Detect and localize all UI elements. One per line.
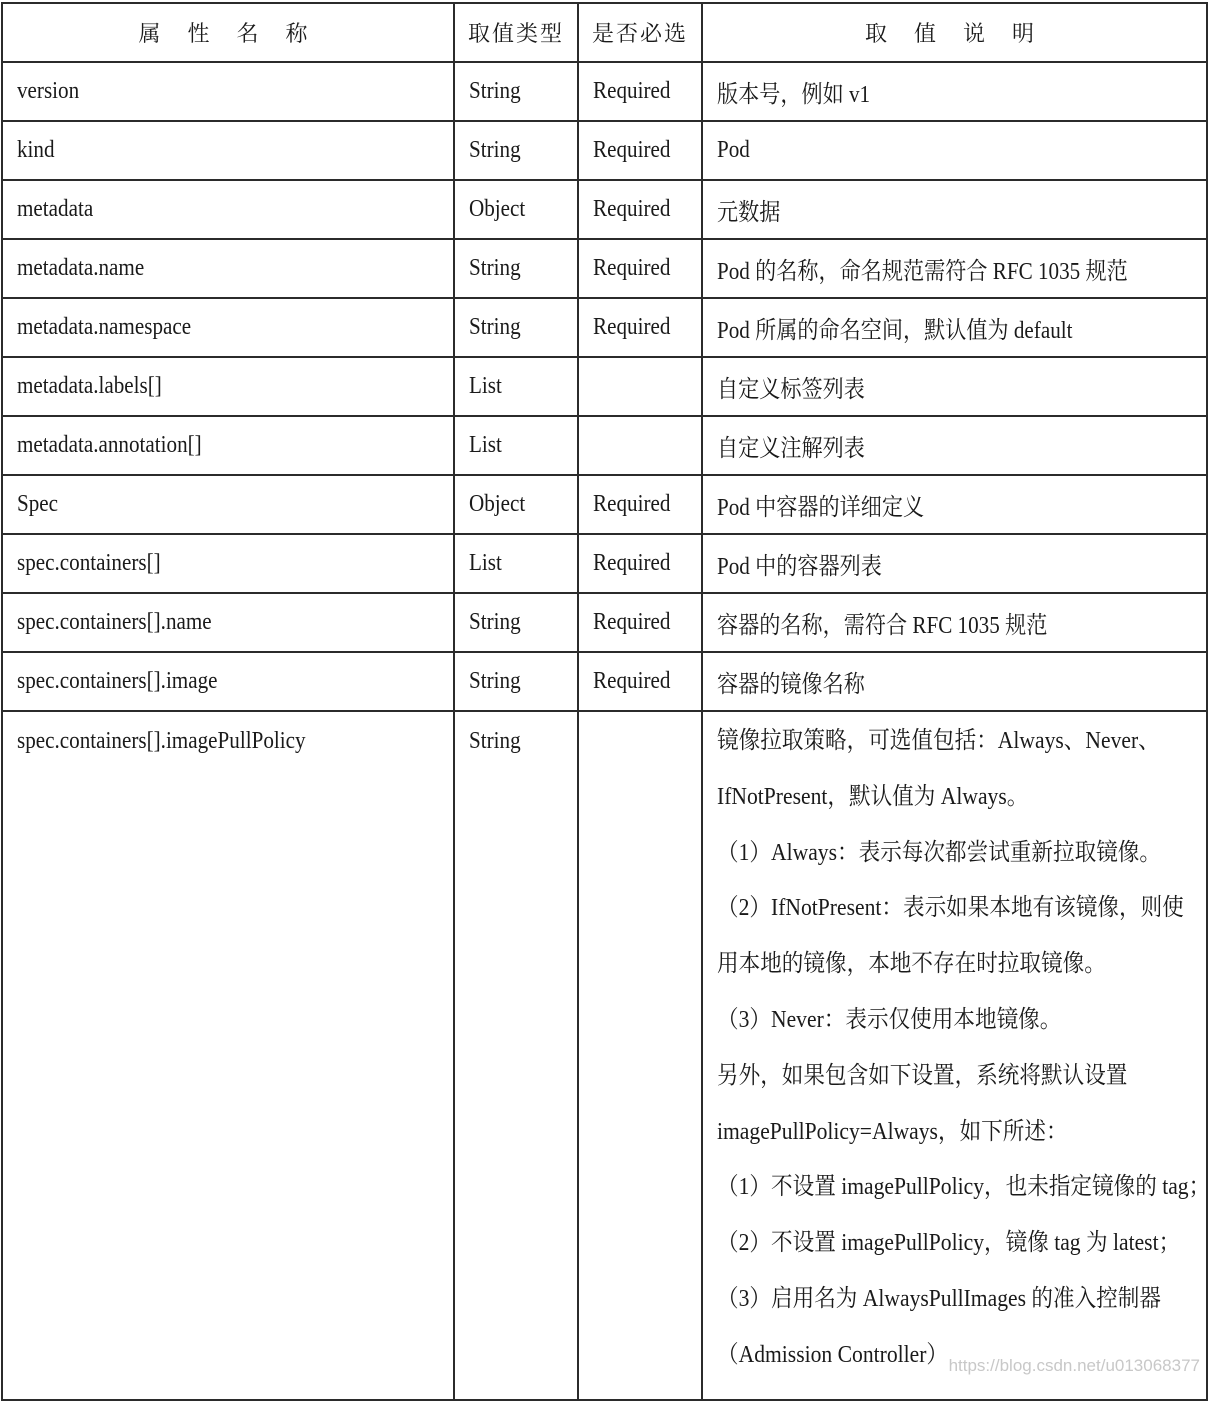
cell-required-text: Required: [593, 550, 671, 576]
cell-type-text: List: [469, 432, 502, 458]
cell-required: [578, 357, 702, 416]
desc-line: [717, 949, 1206, 1005]
table-row: [2, 475, 1207, 534]
cell-required: [578, 298, 702, 357]
desc-line: [717, 726, 1206, 782]
desc-line-text: imagePullPolicy=Always，如下所述：: [717, 1118, 1068, 1145]
cell-desc-text: Pod 所属的命名空间，默认值为 default: [717, 318, 1073, 344]
cell-name: [2, 121, 454, 180]
desc-line-text: 另外，如果包含如下设置，系统将默认设置: [717, 1062, 1128, 1089]
cell-type: [454, 298, 578, 357]
table-row: [2, 652, 1207, 711]
cell-type-text: String: [469, 668, 521, 694]
desc-line-text: 镜像拉取策略，可选值包括：Always、Never、: [717, 728, 1160, 754]
cell-type: [454, 416, 578, 475]
cell-desc: [702, 475, 1207, 534]
cell-type-text: String: [469, 314, 521, 340]
cell-name-text: spec.containers[].imagePullPolicy: [17, 728, 306, 754]
table-row: [2, 121, 1207, 180]
desc-line-text: （1）Always：表示每次都尝试重新拉取镜像。: [717, 839, 1161, 866]
cell-type: [454, 239, 578, 298]
header-row: [2, 3, 1207, 62]
cell-required-text: Required: [593, 609, 671, 635]
cell-type: [454, 475, 578, 534]
cell-desc-text: 容器的镜像名称: [717, 672, 865, 698]
cell-type: [454, 121, 578, 180]
cell-required: [578, 239, 702, 298]
desc-line: [717, 782, 1206, 838]
cell-desc: [702, 239, 1207, 298]
watermark: https://blog.csdn.net/u013068377: [948, 1356, 1200, 1375]
cell-name: [2, 357, 454, 416]
cell-required: [578, 475, 702, 534]
cell-type: [454, 711, 578, 1400]
cell-desc: [702, 534, 1207, 593]
cell-desc: [702, 416, 1207, 475]
cell-desc: [702, 62, 1207, 121]
desc-line-text: 用本地的镜像，本地不存在时拉取镜像。: [717, 951, 1106, 978]
cell-desc-text: 自定义标签列表: [717, 377, 865, 403]
cell-name-text: spec.containers[]: [17, 550, 161, 576]
cell-required: [578, 62, 702, 121]
cell-type: [454, 357, 578, 416]
cell-desc-text: Pod 中的容器列表: [717, 554, 882, 580]
desc-line: [717, 893, 1206, 949]
table-row: [2, 298, 1207, 357]
cell-required-text: Required: [593, 491, 671, 517]
header-property-name: 属 性 名 称: [2, 3, 454, 62]
desc-line: [717, 1172, 1210, 1228]
cell-required: [578, 711, 702, 1400]
cell-name: [2, 475, 454, 534]
cell-required: [578, 121, 702, 180]
desc-line-text: IfNotPresent，默认值为 Always。: [717, 783, 1029, 810]
table-row: [2, 593, 1207, 652]
cell-name-text: metadata.name: [17, 255, 145, 281]
table-row: [2, 534, 1207, 593]
cell-type-text: String: [469, 609, 521, 635]
cell-required-text: Required: [593, 314, 671, 340]
cell-desc: [702, 711, 1210, 1400]
header-required: 是否必选: [578, 3, 702, 62]
table-row: [2, 357, 1207, 416]
cell-name-text: spec.containers[].name: [17, 609, 212, 635]
cell-name: [2, 239, 454, 298]
cell-name-text: metadata: [17, 196, 94, 222]
cell-name: [2, 416, 454, 475]
cell-type: [454, 593, 578, 652]
cell-desc-text: 元数据: [717, 200, 781, 226]
cell-desc: [702, 121, 1207, 180]
cell-name: [2, 593, 454, 652]
cell-desc-text: Pod 中容器的详细定义: [717, 495, 925, 521]
cell-desc-text: Pod 的名称，命名规范需符合 RFC 1035 规范: [717, 259, 1128, 285]
cell-name-text: Spec: [17, 491, 59, 517]
desc-line: [717, 1005, 1206, 1061]
cell-desc: [702, 357, 1207, 416]
cell-type-text: List: [469, 550, 502, 576]
cell-name-text: version: [17, 78, 80, 104]
cell-desc: [702, 298, 1207, 357]
cell-desc-text: 容器的名称，需符合 RFC 1035 规范: [717, 613, 1048, 639]
cell-desc: [702, 180, 1207, 239]
desc-line-text: （Admission Controller）: [717, 1341, 949, 1368]
pod-spec-table: [1, 2, 1208, 1401]
cell-type-text: Object: [469, 491, 526, 517]
cell-type-text: String: [469, 255, 521, 281]
cell-required: [578, 652, 702, 711]
cell-type: [454, 534, 578, 593]
cell-name: [2, 62, 454, 121]
cell-name: [2, 298, 454, 357]
header-value-type: 取值类型: [454, 3, 578, 62]
cell-name-text: metadata.namespace: [17, 314, 192, 340]
desc-line-text: （1）不设置 imagePullPolicy，也未指定镜像的 tag；: [717, 1174, 1210, 1201]
cell-type: [454, 62, 578, 121]
cell-required-text: Required: [593, 137, 671, 163]
cell-name: [2, 652, 454, 711]
cell-name: [2, 534, 454, 593]
cell-required-text: Required: [593, 255, 671, 281]
cell-name-text: metadata.labels[]: [17, 373, 162, 399]
cell-required-text: Required: [593, 78, 671, 104]
cell-name: [2, 711, 454, 1400]
cell-type: [454, 652, 578, 711]
cell-required-text: Required: [593, 196, 671, 222]
table-row: [2, 711, 1207, 1400]
cell-type-text: String: [469, 78, 521, 104]
table-row: [2, 62, 1207, 121]
desc-line: [717, 1228, 1206, 1284]
cell-desc: [702, 652, 1207, 711]
cell-required-text: Required: [593, 668, 671, 694]
desc-line-text: （3）启用名为 AlwaysPullImages 的准入控制器: [717, 1285, 1161, 1312]
table-row: [2, 180, 1207, 239]
desc-line: [717, 1061, 1206, 1117]
header-description: 取 值 说 明: [702, 3, 1207, 62]
cell-type: [454, 180, 578, 239]
cell-type-text: Object: [469, 196, 526, 222]
cell-desc-text: 自定义注解列表: [717, 436, 865, 462]
cell-name: [2, 180, 454, 239]
cell-name-text: spec.containers[].image: [17, 668, 218, 694]
table-row: [2, 416, 1207, 475]
cell-required: [578, 416, 702, 475]
table-row: [2, 239, 1207, 298]
desc-line: [717, 1284, 1206, 1340]
cell-name-text: metadata.annotation[]: [17, 432, 202, 458]
cell-type-text: String: [469, 137, 521, 163]
desc-line-text: （3）Never：表示仅使用本地镜像。: [717, 1006, 1062, 1033]
cell-type-text: String: [469, 728, 521, 754]
cell-type-text: List: [469, 373, 502, 399]
cell-required: [578, 180, 702, 239]
cell-required: [578, 534, 702, 593]
desc-line-text: （2）不设置 imagePullPolicy，镜像 tag 为 latest；: [717, 1230, 1181, 1257]
cell-desc: [702, 593, 1207, 652]
desc-line: [717, 838, 1206, 894]
desc-line-text: （2）IfNotPresent：表示如果本地有该镜像，则使: [717, 895, 1184, 922]
cell-name-text: kind: [17, 137, 55, 163]
cell-required: [578, 593, 702, 652]
desc-line: [717, 1117, 1206, 1173]
cell-desc-text: Pod: [717, 137, 750, 163]
cell-desc-text: 版本号，例如 v1: [717, 82, 871, 108]
